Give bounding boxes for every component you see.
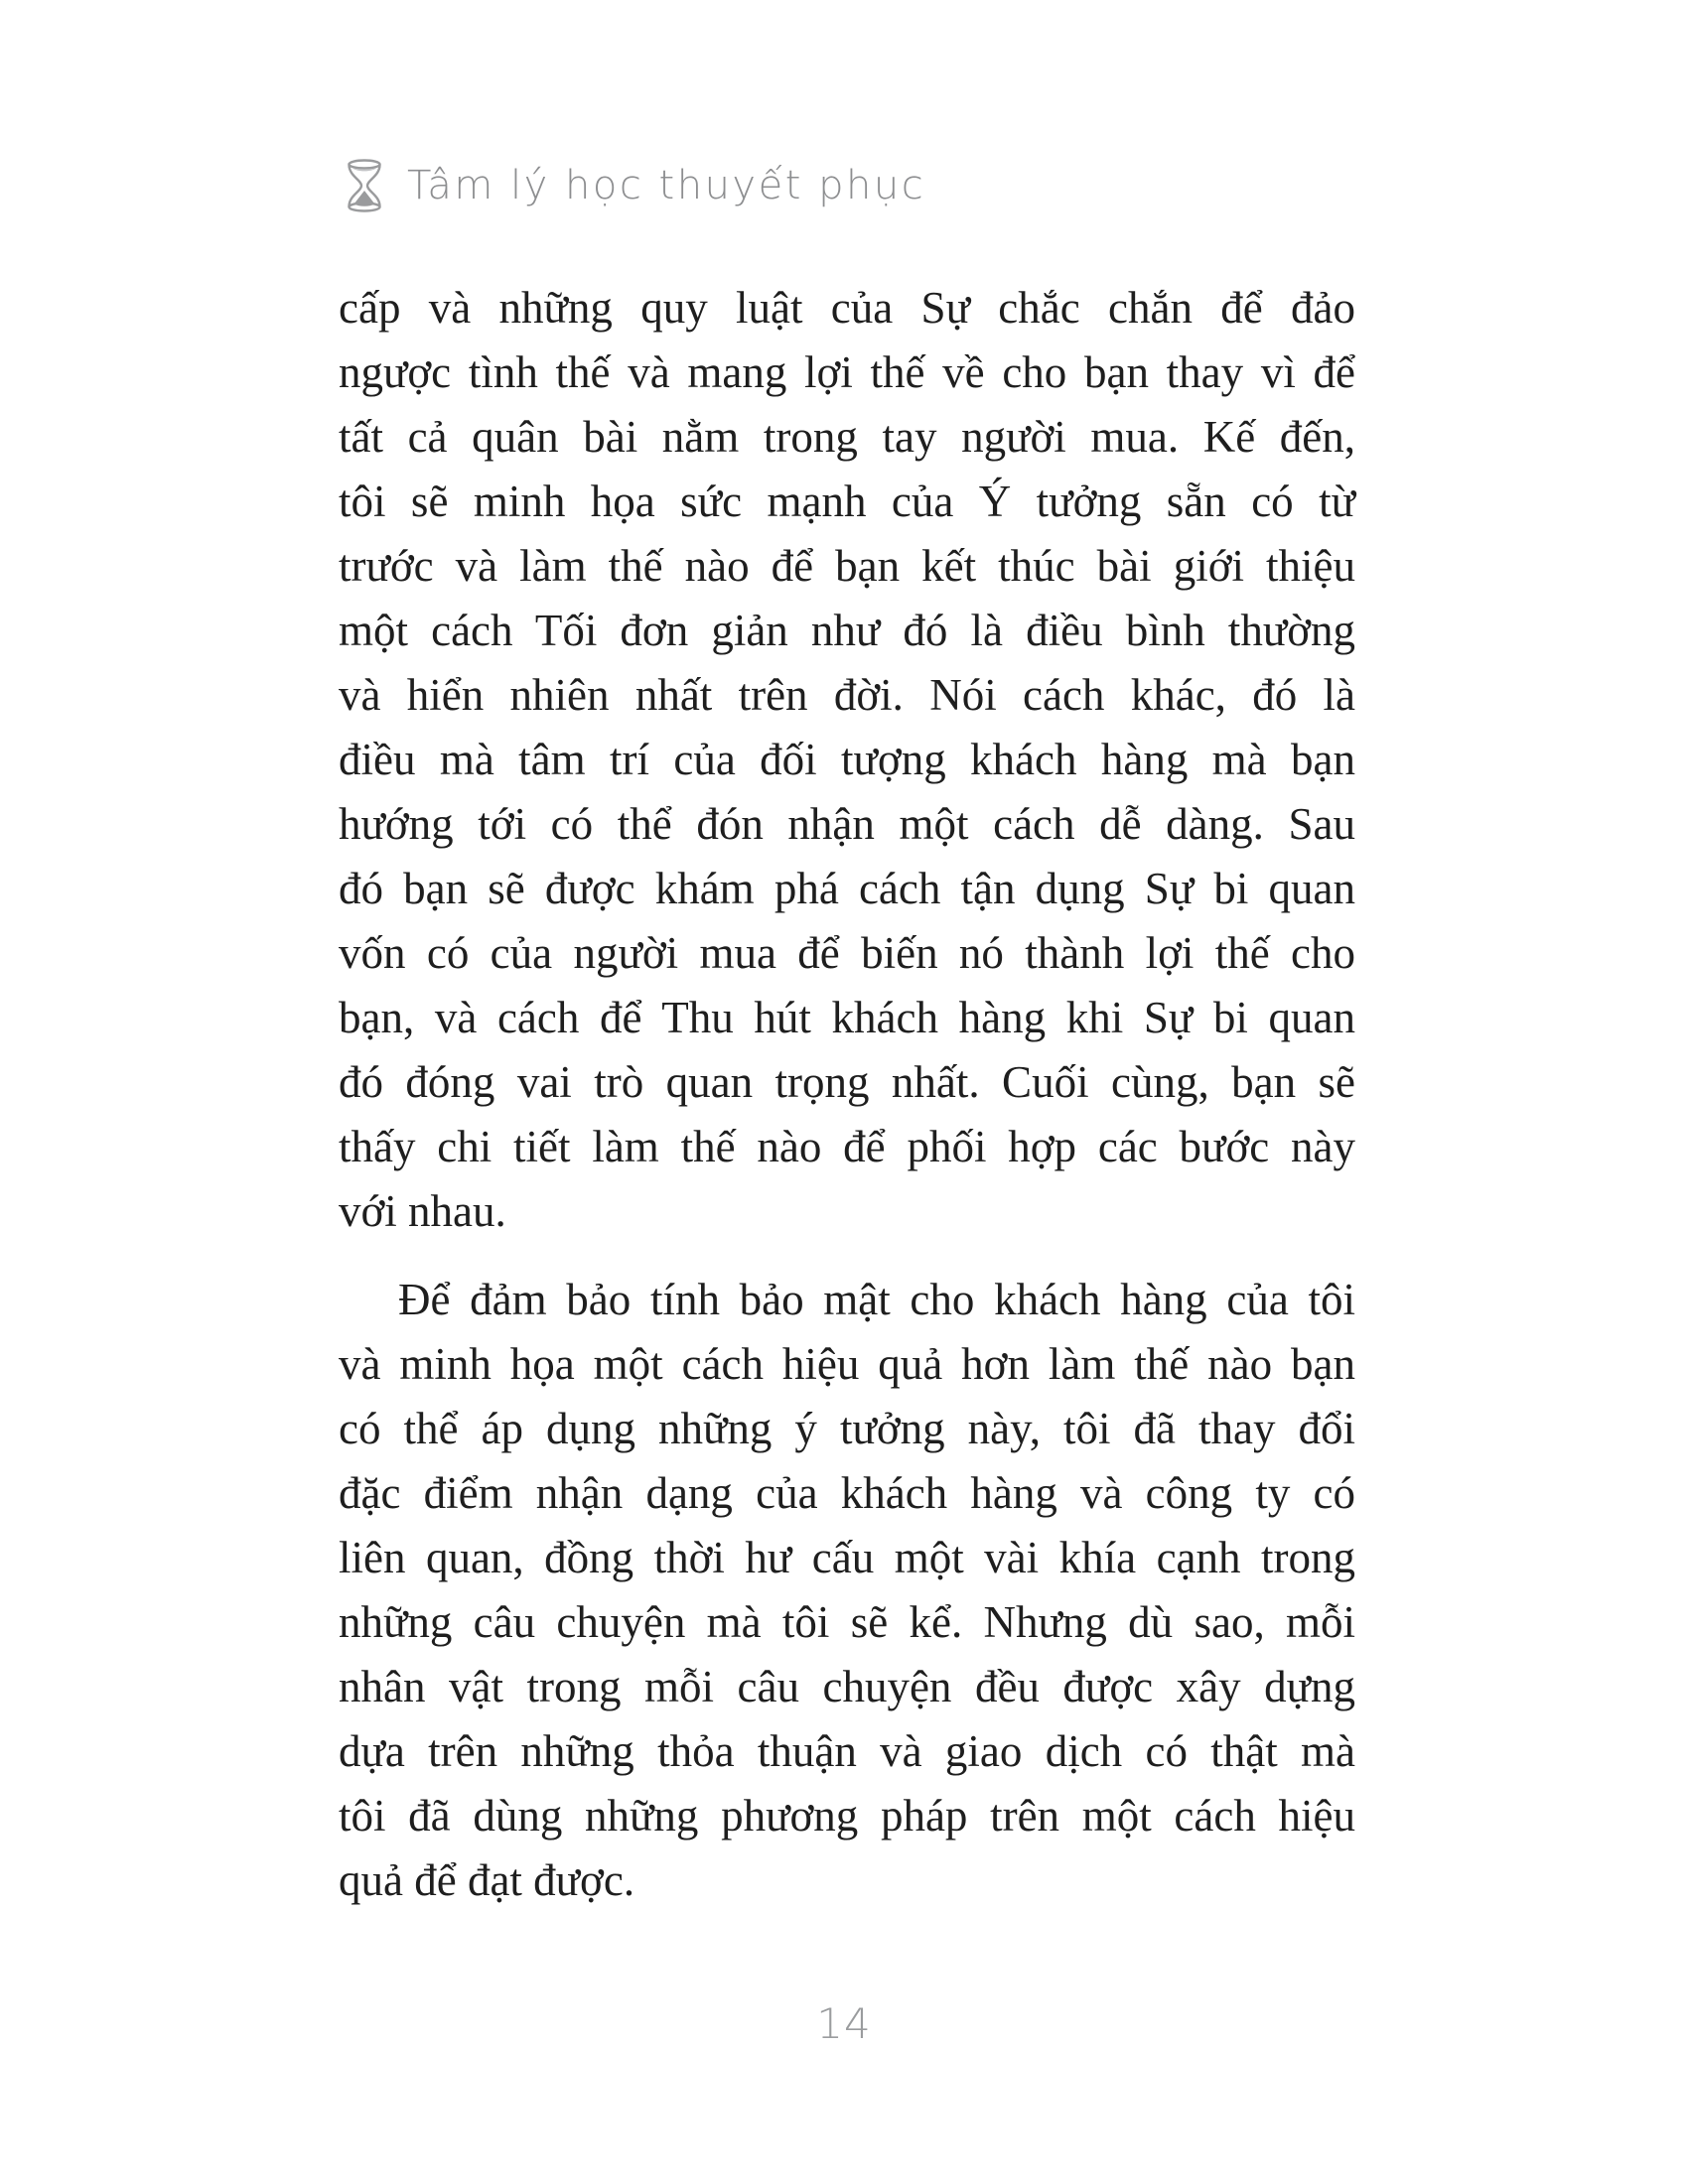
text-line: đặc điểm nhận dạng của khách hàng và công ty có [339,1468,1355,1518]
text-line: và hiển nhiên nhất trên đời. Nói cách khác, đó là [339,670,1355,720]
running-head-title: Tâm lý học thuyết phục [407,163,926,208]
text-line: nhân vật trong mỗi câu chuyện đều được xây dựng [339,1662,1355,1711]
body-text [339,276,1355,1913]
text-line: đó bạn sẽ được khám phá cách tận dụng Sự bi quan [339,864,1355,913]
paragraph-2 [339,1268,1355,1913]
text-line: hướng tới có thể đón nhận một cách dễ dàng. Sau [339,799,1355,849]
text-line: dựa trên những thỏa thuận và giao dịch có thật mà [339,1726,1355,1776]
text-line: có thể áp dụng những ý tưởng này, tôi đã thay đổi [339,1404,1355,1453]
text-line: điều mà tâm trí của đối tượng khách hàng mà bạn [339,735,1355,784]
text-line: tôi sẽ minh họa sức mạnh của Ý tưởng sẵn có từ [339,477,1355,526]
page-number: 14 [816,1999,872,2048]
text-line: tôi đã dùng những phương pháp trên một cách hiệu [339,1791,1355,1841]
text-line: và minh họa một cách hiệu quả hơn làm thế nào bạn [339,1339,1355,1389]
hourglass-icon [346,159,383,212]
text-line: một cách Tối đơn giản như đó là điều bình thường [339,606,1355,655]
text-line: đó đóng vai trò quan trọng nhất. Cuối cùng, bạn sẽ [339,1057,1355,1107]
text-line: trước và làm thế nào để bạn kết thúc bài giới thiệu [339,541,1355,591]
text-line: với nhau. [339,1186,506,1236]
page-header [346,157,925,214]
text-line: ngược tình thế và mang lợi thế về cho bạn thay vì để [339,347,1355,397]
text-line: liên quan, đồng thời hư cấu một vài khía cạnh trong [339,1533,1355,1582]
text-line: tất cả quân bài nằm trong tay người mua. Kế đến, [339,412,1355,462]
text-line: quả để đạt được. [339,1855,635,1905]
page-footer [0,1999,1688,2048]
text-line: những câu chuyện mà tôi sẽ kể. Nhưng dù sao, mỗi [339,1597,1355,1647]
text-line: bạn, và cách để Thu hút khách hàng khi Sự bi quan [339,993,1355,1042]
text-line: vốn có của người mua để biến nó thành lợi thế cho [339,928,1355,978]
paragraph-1 [339,276,1355,1244]
text-line: cấp và những quy luật của Sự chắc chắn để đảo [339,283,1355,333]
text-line: Để đảm bảo tính bảo mật cho khách hàng của tôi [398,1275,1355,1324]
text-line: thấy chi tiết làm thế nào để phối hợp các bước này [339,1122,1355,1171]
